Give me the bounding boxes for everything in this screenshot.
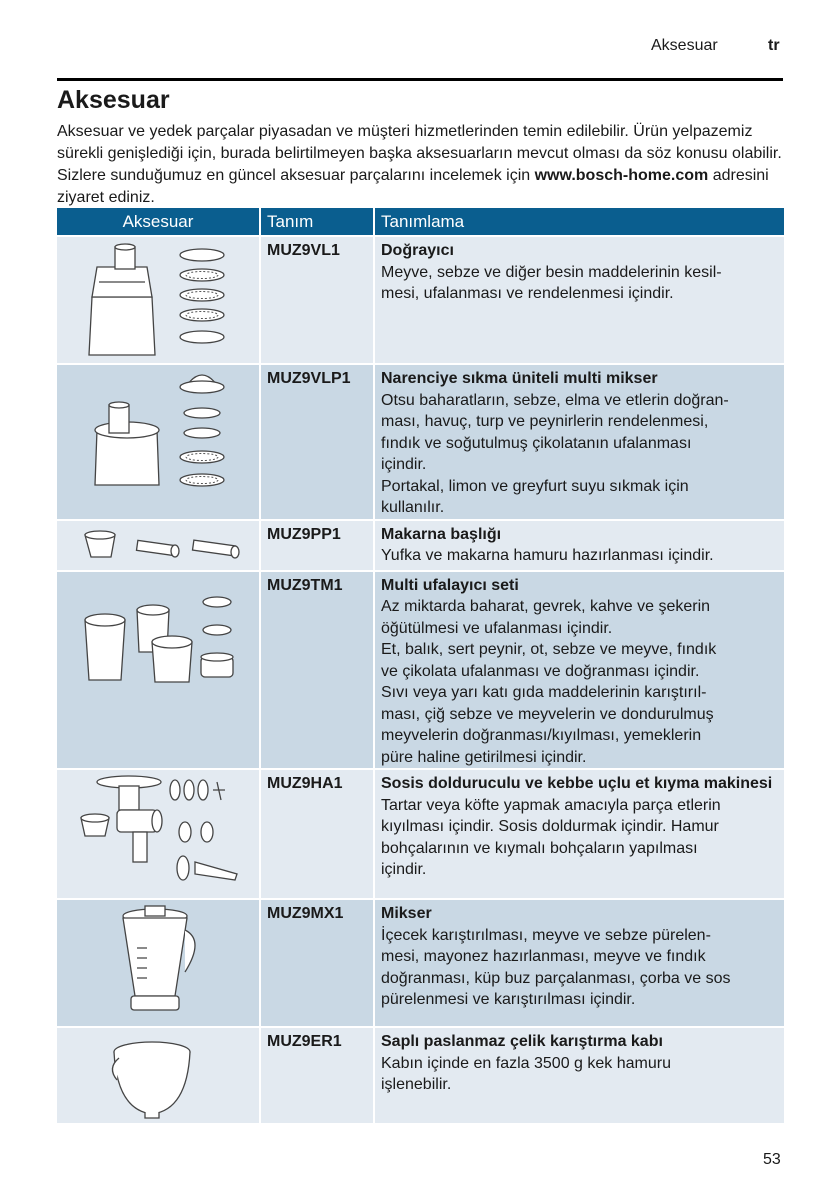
intro-paragraph <box>57 121 785 209</box>
product-description <box>374 520 784 571</box>
accessory-table <box>57 208 784 1123</box>
page-title: Aksesuar <box>57 86 170 114</box>
accessory-image-cell <box>57 364 260 520</box>
description-line: meyvelerin doğranması/kıyılması, yemeklerin <box>381 727 702 744</box>
description-line: mesi, mayonez hazırlanması, meyve ve fındık <box>381 948 706 965</box>
page-number: 53 <box>763 1151 781 1168</box>
description-line: Yufka ve makarna hamuru hazırlanması içindir. <box>381 547 714 564</box>
accessory-image-cell <box>57 899 260 1027</box>
food-processor-attachment-icon <box>57 237 257 363</box>
product-description <box>374 899 784 1027</box>
product-name: Sosis dolduruculu ve kebbe uçlu et kıyma makinesi <box>381 775 773 792</box>
product-description <box>374 364 784 520</box>
description-line: Otsu baharatların, sebze, elma ve etlerin doğran- <box>381 391 729 409</box>
product-description <box>374 769 784 899</box>
table-row <box>57 1027 784 1123</box>
description-line: Meyve, sebze ve diğer besin maddelerinin kesil- <box>381 263 722 281</box>
blender-jar-icon <box>57 900 257 1026</box>
multi-mixer-citrus-press-icon <box>57 365 257 513</box>
header-description: Tanımlama <box>374 208 784 236</box>
description-line: fındık ve soğutulmuş çikolatanın ufalanması <box>381 434 692 452</box>
product-code: MUZ9PP1 <box>260 520 374 571</box>
accessory-image-cell <box>57 1027 260 1123</box>
description-line: İçecek karıştırılması, meyve ve sebze pürelen- <box>381 926 711 944</box>
accessory-image-cell <box>57 236 260 364</box>
accessory-image-cell <box>57 520 260 571</box>
header-accessory: Aksesuar <box>57 208 260 236</box>
intro-text-before: Aksesuar ve yedek parçalar piyasadan ve müşteri hizmetlerinden temin edilebilir. Ürün yelpazemiz sürekli genişlediği için, burada belirtilmeyen başka aksesuarların mevcut olması da söz konusu olabilir. Sizlere sunduğumuz en güncel aksesuar parçalarını incelemek için <box>57 123 782 184</box>
product-code: MUZ9VLP1 <box>260 364 374 520</box>
accessory-image-cell <box>57 769 260 899</box>
product-description <box>374 571 784 770</box>
accessory-image-cell <box>57 571 260 770</box>
meat-grinder-icon <box>57 770 257 898</box>
description-line: mesi, ufalanması ve rendelenmesi içindir. <box>381 285 674 302</box>
description-line: ması, havuç, turp ve peynirlerin rendelenmesi, <box>381 413 709 430</box>
product-code: MUZ9TM1 <box>260 571 374 770</box>
description-line: Sıvı veya yarı katı gıda maddelerinin karıştırıl- <box>381 684 707 701</box>
description-line: ması, çiğ sebze ve meyvelerin ve dondurulmuş <box>381 705 714 723</box>
pasta-attachment-icon <box>57 521 257 570</box>
description-line: Az miktarda baharat, gevrek, kahve ve şekerin <box>381 598 711 615</box>
table-row <box>57 571 784 770</box>
description-line: Portakal, limon ve greyfurt suyu sıkmak için <box>381 477 689 495</box>
table-row <box>57 236 784 364</box>
product-name: Doğrayıcı <box>381 242 454 259</box>
product-description <box>374 236 784 364</box>
description-line: pürelenmesi ve karıştırılması içindir. <box>381 991 636 1008</box>
description-line: doğranması, küp buz parçalanması, çorba ve sos <box>381 969 731 987</box>
table-row <box>57 769 784 899</box>
intro-text-after: adresini ziyaret ediniz. <box>57 167 769 206</box>
product-description <box>374 1027 784 1123</box>
header-code: Tanım <box>260 208 374 236</box>
steel-bowl-icon <box>57 1028 257 1122</box>
table-row <box>57 520 784 571</box>
description-line: kullanılır. <box>381 499 445 516</box>
table-row <box>57 364 784 520</box>
description-line: ve çikolata ufalanması ve doğranması içindir. <box>381 662 700 680</box>
multi-chopper-set-icon <box>57 572 257 764</box>
header-rule <box>57 78 783 81</box>
description-line: bohçalarının ve kıymalı bohçaların yapılması <box>381 839 698 857</box>
description-line: içindir. <box>381 861 427 878</box>
website-link[interactable]: www.bosch-home.com <box>534 167 709 184</box>
description-line: püre haline getirilmesi içindir. <box>381 748 587 766</box>
product-code: MUZ9MX1 <box>260 899 374 1027</box>
description-line: Et, balık, sert peynir, ot, sebze ve meyve, fındık <box>381 641 717 658</box>
description-line: Kabın içinde en fazla 3500 g kek hamuru <box>381 1054 671 1072</box>
description-line: öğütülmesi ve ufalanması içindir. <box>381 619 613 637</box>
description-line: işlenebilir. <box>381 1076 452 1093</box>
product-name: Narenciye sıkma üniteli multi mikser <box>381 370 658 387</box>
description-line: içindir. <box>381 456 427 473</box>
product-name: Multi ufalayıcı seti <box>381 576 519 594</box>
product-code: MUZ9VL1 <box>260 236 374 364</box>
product-name: Saplı paslanmaz çelik karıştırma kabı <box>381 1033 663 1050</box>
product-name: Makarna başlığı <box>381 525 502 543</box>
product-code: MUZ9HA1 <box>260 769 374 899</box>
description-line: kıyılması içindir. Sosis doldurmak içindir. Hamur <box>381 818 719 835</box>
table-row <box>57 899 784 1027</box>
product-name: Mikser <box>381 905 432 922</box>
product-code: MUZ9ER1 <box>260 1027 374 1123</box>
header-section-title: Aksesuar <box>651 37 718 54</box>
header-language: tr <box>768 37 780 54</box>
description-line: Tartar veya köfte yapmak amacıyla parça etlerin <box>381 796 721 814</box>
